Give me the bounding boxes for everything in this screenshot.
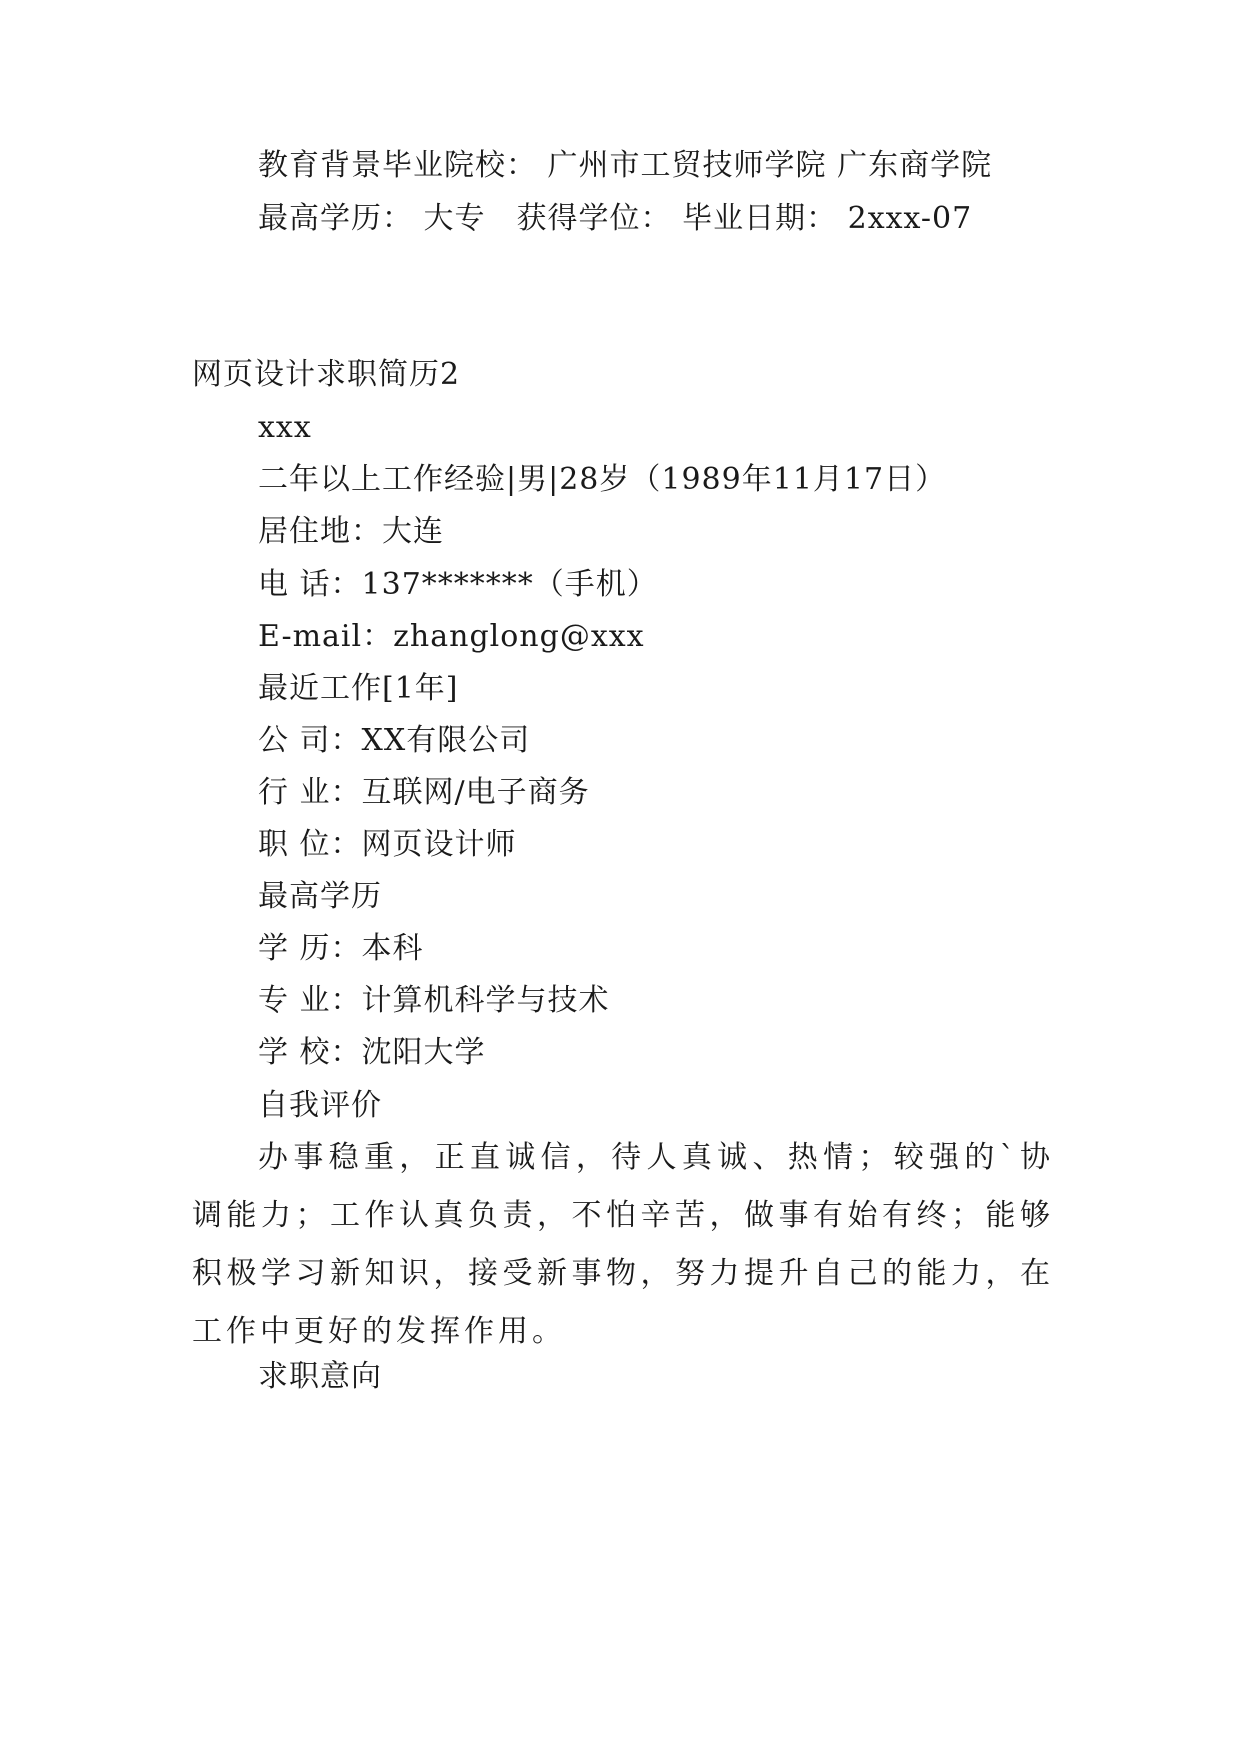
candidate-name: xxx [258, 410, 312, 445]
self-evaluation-heading: 自我评价 [258, 1088, 382, 1123]
industry-field: 行 业：互联网/电子商务 [258, 775, 590, 810]
education-school-line: 教育背景毕业院校： 广州市工贸技师学院 广东商学院 [258, 148, 993, 183]
major-field: 专 业：计算机科学与技术 [258, 983, 610, 1018]
phone-field: 电 话：137*******（手机） [258, 567, 658, 602]
resume-title: 网页设计求职简历2 [192, 357, 461, 392]
degree-field: 学 历：本科 [258, 931, 424, 966]
residence-field: 居住地：大连 [258, 514, 444, 549]
email-field: E-mail：zhanglong@xxx [258, 619, 645, 654]
position-field: 职 位：网页设计师 [258, 827, 517, 862]
candidate-summary: 二年以上工作经验|男|28岁（1989年11月17日） [258, 462, 947, 497]
recent-work-heading: 最近工作[1年] [258, 671, 459, 706]
education-heading: 最高学历 [258, 879, 382, 914]
self-evaluation-text: 办事稳重，正直诚信，待人真诚、热情；较强的`协调能力；工作认真负责，不怕辛苦，做事有始有终；能够积极学习新知识，接受新事物，努力提升自己的能力，在工作中更好的发挥作用。 [192, 1140, 1054, 1349]
company-field: 公 司：XX有限公司 [258, 723, 531, 758]
school-field: 学 校：沈阳大学 [258, 1035, 486, 1070]
job-intent-heading: 求职意向 [258, 1359, 382, 1394]
education-degree-line: 最高学历： 大专 获得学位： 毕业日期： 2xxx-07 [258, 201, 973, 236]
